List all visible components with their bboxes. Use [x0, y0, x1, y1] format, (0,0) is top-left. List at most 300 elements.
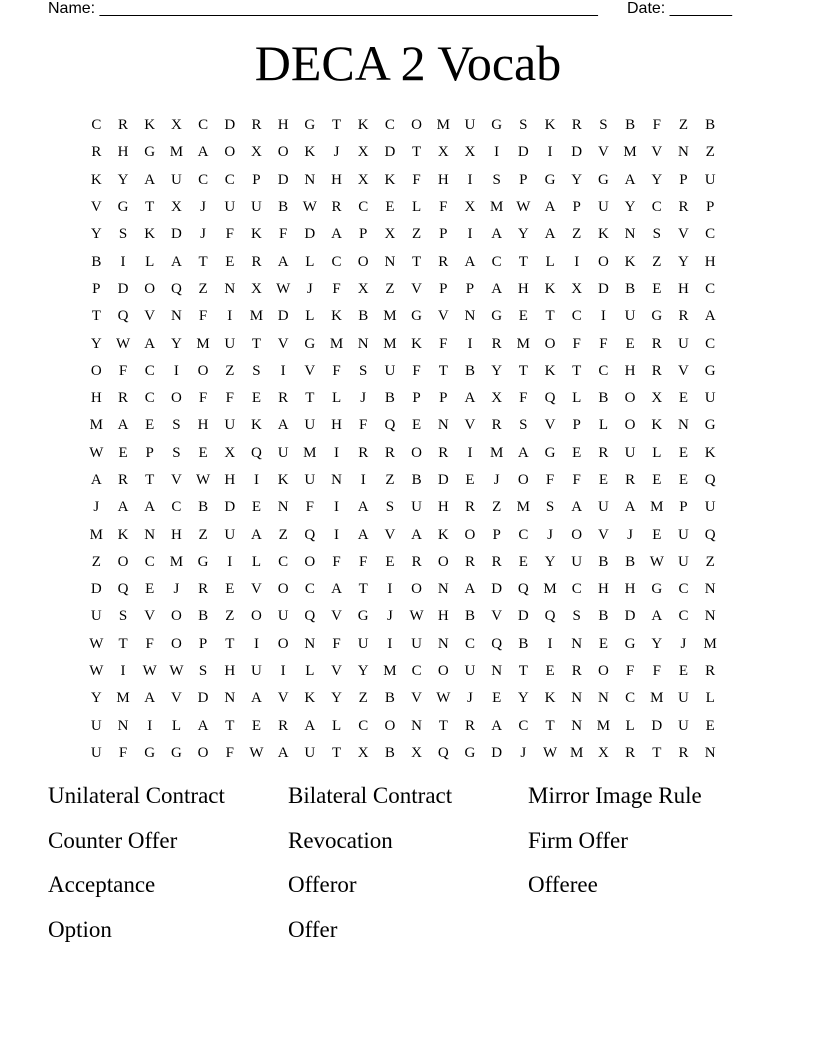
grid-letter: U	[678, 717, 689, 734]
grid-letter: G	[544, 444, 556, 461]
grid-letter: R	[438, 444, 449, 461]
grid-letter: L	[598, 417, 608, 434]
grid-letter: G	[357, 608, 369, 625]
grid-letter: D	[651, 717, 663, 734]
grid-letter: W	[196, 472, 211, 488]
grid-letter: U	[704, 171, 716, 188]
grid-letter: Q	[117, 308, 129, 325]
grid-letter: H	[437, 499, 449, 516]
grid-letter: A	[90, 472, 102, 488]
grid-letter: R	[571, 663, 582, 680]
grid-letter: X	[571, 280, 583, 297]
grid-letter: T	[572, 362, 582, 379]
grid-letter: F	[278, 226, 288, 243]
grid-letter: P	[92, 280, 101, 297]
grid-letter: B	[598, 390, 609, 407]
grid-letter: A	[331, 581, 342, 598]
grid-letter: G	[197, 553, 209, 570]
grid-letter: F	[359, 417, 368, 434]
grid-letter: U	[277, 608, 289, 625]
grid-letter: N	[170, 308, 182, 325]
grid-letter: M	[329, 335, 344, 352]
grid-letter: V	[144, 308, 156, 325]
grid-letter: R	[331, 199, 342, 216]
grid-letter: U	[464, 117, 476, 134]
grid-letter: R	[464, 499, 475, 516]
grid-letter: M	[89, 526, 104, 543]
grid-letter: U	[224, 335, 236, 352]
grid-letter: V	[544, 417, 556, 434]
grid-letter: W	[115, 335, 131, 352]
grid-letter: B	[384, 744, 395, 761]
grid-letter: M	[116, 690, 130, 707]
word-list-item: Bilateral Contract	[288, 783, 453, 808]
grid-letter: N	[571, 717, 583, 734]
grid-letter: X	[357, 144, 369, 161]
grid-letter: F	[625, 663, 635, 680]
grid-letter: V	[678, 362, 689, 379]
grid-letter: N	[597, 690, 609, 707]
grid-letter: K	[651, 417, 663, 434]
grid-letter: B	[625, 280, 636, 297]
grid-letter: O	[170, 390, 182, 407]
grid-letter: K	[544, 280, 556, 297]
grid-letter: A	[144, 690, 156, 707]
grid-letter: S	[652, 226, 661, 243]
grid-letter: T	[652, 744, 662, 761]
grid-letter: U	[678, 335, 689, 352]
grid-letter: F	[225, 226, 234, 243]
grid-letter: B	[411, 472, 422, 488]
grid-letter: T	[198, 253, 208, 270]
grid-letter: E	[251, 499, 262, 516]
grid-letter: P	[705, 199, 715, 216]
grid-letter: D	[597, 280, 609, 297]
grid-letter: Q	[251, 444, 262, 461]
word-list-item: Counter Offer	[48, 827, 178, 853]
grid-letter: K	[624, 253, 636, 270]
grid-letter: T	[412, 144, 422, 161]
grid-letter: O	[437, 553, 449, 570]
grid-letter: Z	[385, 472, 395, 488]
grid-letter: H	[224, 472, 236, 488]
grid-letter: F	[439, 199, 448, 216]
grid-letter: U	[411, 499, 423, 516]
grid-letter: Y	[624, 199, 636, 216]
grid-letter: S	[198, 663, 208, 680]
grid-letter: B	[91, 253, 102, 270]
grid-letter: Y	[117, 171, 129, 188]
grid-letter: X	[384, 226, 396, 243]
grid-letter: M	[516, 499, 531, 516]
grid-letter: V	[491, 608, 503, 625]
grid-letter: E	[572, 444, 582, 461]
grid-letter: V	[170, 472, 182, 488]
grid-letter: C	[678, 608, 689, 625]
grid-letter: G	[597, 171, 609, 188]
grid-letter: E	[652, 280, 662, 297]
grid-letter: X	[464, 199, 476, 216]
grid-letter: I	[467, 335, 473, 352]
grid-letter: A	[704, 308, 716, 325]
grid-letter: Z	[492, 499, 502, 516]
grid-letter: P	[145, 444, 154, 461]
grid-letter: E	[465, 472, 475, 488]
grid-letter: G	[704, 362, 716, 379]
grid-letter: R	[118, 390, 129, 407]
grid-letter: B	[198, 608, 209, 625]
grid-letter: P	[679, 499, 688, 516]
grid-letter: X	[357, 744, 369, 761]
grid-letter: Q	[544, 608, 556, 625]
grid-letter: I	[387, 581, 393, 598]
grid-letter: E	[412, 417, 422, 434]
grid-letter: A	[117, 417, 129, 434]
grid-letter: I	[387, 635, 393, 652]
grid-letter: R	[198, 581, 209, 598]
grid-letter: F	[652, 117, 661, 134]
grid-letter: A	[277, 253, 289, 270]
grid-letter: Z	[198, 526, 208, 543]
grid-letter: B	[358, 308, 369, 325]
grid-letter: E	[145, 581, 155, 598]
grid-letter: F	[599, 335, 608, 352]
grid-letter: T	[225, 717, 235, 734]
grid-letter: O	[197, 744, 209, 761]
grid-letter: U	[704, 390, 716, 407]
grid-letter: A	[651, 608, 663, 625]
grid-letter: U	[224, 417, 236, 434]
grid-letter: A	[117, 499, 129, 516]
grid-letter: F	[545, 472, 555, 488]
grid-letter: Y	[357, 663, 369, 680]
grid-letter: G	[411, 308, 423, 325]
grid-letter: G	[144, 144, 156, 161]
grid-letter: A	[491, 280, 503, 297]
grid-letter: S	[118, 608, 128, 625]
grid-letter: A	[251, 690, 262, 707]
grid-letter: M	[543, 581, 557, 598]
grid-letter: Y	[544, 553, 556, 570]
grid-letter: T	[331, 117, 342, 134]
grid-letter: O	[170, 635, 182, 652]
grid-letter: Z	[705, 553, 715, 570]
grid-letter: C	[518, 526, 529, 543]
grid-letter: M	[383, 308, 397, 325]
grid-letter: R	[571, 117, 582, 134]
grid-letter: H	[624, 581, 636, 598]
grid-letter: N	[304, 635, 316, 652]
grid-letter: O	[571, 526, 583, 543]
grid-letter: R	[251, 117, 262, 134]
word-list-item: Firm Offer	[528, 827, 628, 853]
grid-letter: R	[491, 553, 502, 570]
grid-letter: V	[251, 581, 262, 598]
grid-letter: T	[91, 308, 101, 325]
grid-letter: Y	[90, 226, 102, 243]
grid-letter: M	[249, 308, 264, 325]
grid-letter: P	[439, 390, 448, 407]
grid-letter: A	[144, 171, 156, 188]
grid-letter: V	[437, 308, 449, 325]
grid-letter: C	[278, 553, 289, 570]
grid-letter: L	[251, 553, 262, 570]
grid-letter: V	[90, 199, 102, 216]
grid-letter: C	[384, 117, 395, 134]
grid-letter: V	[277, 690, 289, 707]
grid-letter: X	[437, 144, 449, 161]
grid-letter: P	[679, 171, 688, 188]
grid-letter: E	[598, 635, 608, 652]
grid-letter: O	[517, 472, 529, 488]
grid-letter: U	[251, 199, 262, 216]
grid-letter: G	[651, 308, 663, 325]
grid-letter: E	[598, 472, 608, 488]
grid-letter: Z	[225, 362, 235, 379]
grid-letter: Y	[678, 253, 689, 270]
grid-letter: K	[304, 144, 316, 161]
grid-letter: J	[680, 635, 687, 652]
grid-letter: O	[597, 663, 609, 680]
grid-letter: Z	[198, 280, 208, 297]
grid-letter: X	[251, 280, 262, 297]
grid-letter: L	[652, 444, 662, 461]
grid-letter: U	[224, 526, 236, 543]
grid-letter: P	[465, 280, 475, 297]
grid-letter: H	[437, 171, 449, 188]
grid-letter: T	[545, 308, 555, 325]
grid-letter: U	[411, 635, 423, 652]
grid-letter: Y	[90, 690, 102, 707]
grid-letter: G	[704, 417, 716, 434]
grid-letter: S	[172, 444, 181, 461]
grid-letter: W	[436, 690, 451, 707]
grid-letter: I	[334, 499, 340, 516]
grid-letter: T	[438, 717, 448, 734]
grid-letter: P	[572, 417, 581, 434]
grid-letter: E	[678, 390, 689, 407]
grid-letter: L	[572, 390, 582, 407]
grid-letter: X	[170, 117, 182, 134]
grid-letter: K	[90, 171, 102, 188]
grid-letter: C	[464, 635, 475, 652]
grid-letter: F	[332, 553, 341, 570]
grid-letter: B	[464, 362, 475, 379]
word-list-item: Unilateral Contract	[48, 783, 225, 808]
grid-letter: H	[624, 362, 636, 379]
grid-letter: R	[384, 444, 395, 461]
grid-letter: B	[384, 690, 395, 707]
grid-letter: N	[437, 581, 449, 598]
grid-letter: H	[331, 171, 342, 188]
grid-letter: H	[90, 390, 102, 407]
grid-letter: N	[491, 663, 503, 680]
grid-letter: A	[277, 417, 289, 434]
grid-letter: E	[518, 553, 528, 570]
grid-letter: O	[357, 253, 369, 270]
grid-letter: M	[489, 199, 504, 216]
grid-letter: A	[491, 717, 503, 734]
grid-letter: F	[332, 635, 341, 652]
grid-letter: V	[277, 335, 289, 352]
grid-letter: A	[144, 335, 156, 352]
grid-letter: Q	[517, 581, 529, 598]
grid-letter: D	[277, 171, 289, 188]
grid-letter: B	[705, 117, 716, 134]
grid-letter: G	[117, 199, 129, 216]
grid-letter: V	[597, 144, 609, 161]
grid-letter: L	[331, 390, 342, 407]
grid-letter: D	[517, 144, 529, 161]
grid-letter: K	[277, 472, 289, 488]
grid-letter: Z	[385, 280, 395, 297]
grid-letter: O	[170, 608, 182, 625]
grid-letter: F	[118, 362, 128, 379]
grid-letter: M	[570, 744, 584, 761]
grid-letter: S	[172, 417, 181, 434]
grid-letter: N	[678, 417, 689, 434]
grid-letter: Z	[572, 226, 582, 243]
grid-letter: U	[90, 717, 102, 734]
grid-letter: W	[169, 663, 184, 680]
grid-letter: E	[225, 253, 235, 270]
grid-letter: T	[518, 253, 528, 270]
grid-letter: K	[544, 362, 556, 379]
grid-letter: O	[277, 635, 289, 652]
grid-letter: S	[545, 499, 555, 516]
grid-letter: D	[437, 472, 449, 488]
grid-letter: W	[249, 744, 264, 761]
grid-letter: C	[705, 226, 716, 243]
grid-letter: H	[704, 253, 716, 270]
grid-letter: U	[571, 553, 583, 570]
grid-letter: M	[596, 717, 611, 734]
grid-letter: O	[464, 526, 476, 543]
grid-letter: I	[467, 171, 473, 188]
grid-letter: C	[358, 717, 369, 734]
grid-letter: J	[627, 526, 634, 543]
grid-letter: O	[411, 581, 423, 598]
grid-letter: A	[464, 253, 476, 270]
grid-letter: K	[411, 335, 423, 352]
grid-letter: Q	[704, 472, 716, 488]
grid-letter: K	[357, 117, 369, 134]
grid-letter: H	[331, 417, 342, 434]
grid-letter: J	[306, 280, 313, 297]
grid-letter: D	[224, 117, 236, 134]
grid-letter: C	[705, 280, 716, 297]
grid-letter: W	[89, 663, 104, 680]
grid-letter: A	[357, 499, 369, 516]
grid-letter: V	[411, 280, 423, 297]
grid-letter: H	[277, 117, 289, 134]
grid-letter: C	[358, 199, 369, 216]
grid-letter: A	[544, 226, 556, 243]
grid-letter: X	[357, 171, 369, 188]
grid-letter: X	[251, 144, 262, 161]
grid-letter: A	[464, 581, 476, 598]
grid-letter: Q	[117, 581, 129, 598]
grid-letter: P	[359, 226, 368, 243]
grid-letter: F	[118, 744, 128, 761]
grid-letter: O	[411, 117, 423, 134]
grid-letter: U	[384, 362, 396, 379]
grid-letter: I	[227, 553, 233, 570]
grid-letter: N	[384, 253, 396, 270]
grid-letter: R	[118, 472, 129, 488]
grid-letter: A	[251, 526, 262, 543]
grid-letter: S	[385, 499, 395, 516]
grid-letter: C	[678, 581, 689, 598]
grid-letter: W	[89, 635, 104, 652]
grid-letter: D	[304, 226, 316, 243]
grid-letter: G	[170, 744, 182, 761]
word-list	[48, 776, 768, 954]
grid-letter: M	[623, 144, 637, 161]
grid-letter: S	[359, 362, 368, 379]
grid-letter: O	[224, 144, 236, 161]
grid-letter: R	[438, 253, 449, 270]
grid-letter: Y	[571, 171, 583, 188]
grid-letter: T	[358, 581, 368, 598]
grid-letter: E	[118, 444, 128, 461]
grid-letter: P	[439, 226, 448, 243]
grid-letter: F	[145, 635, 154, 652]
grid-letter: D	[224, 499, 236, 516]
grid-letter: K	[544, 117, 556, 134]
grid-letter: P	[198, 635, 208, 652]
grid-letter: O	[117, 553, 129, 570]
grid-letter: R	[464, 553, 475, 570]
grid-letter: G	[651, 581, 663, 598]
grid-letter: R	[491, 335, 502, 352]
grid-letter: U	[251, 663, 262, 680]
grid-letter: L	[412, 199, 422, 216]
grid-letter: B	[598, 608, 609, 625]
page-title: DECA 2 Vocab	[254, 35, 562, 91]
grid-letter: C	[518, 717, 529, 734]
grid-letter: V	[411, 690, 423, 707]
grid-letter: X	[224, 444, 236, 461]
grid-letter: N	[224, 280, 236, 297]
grid-letter: S	[572, 608, 581, 625]
grid-letter: C	[571, 308, 582, 325]
grid-letter: J	[493, 472, 500, 488]
grid-letter: M	[169, 553, 184, 570]
grid-letter: Q	[304, 526, 316, 543]
grid-letter: G	[544, 171, 556, 188]
name-field-label: Name: ________________________________________________________	[48, 0, 598, 17]
grid-letter: M	[516, 335, 531, 352]
grid-letter: O	[544, 335, 556, 352]
grid-letter: H	[678, 280, 689, 297]
grid-letter: R	[625, 744, 636, 761]
grid-letter: N	[704, 581, 716, 598]
grid-letter: I	[547, 144, 553, 161]
grid-letter: A	[197, 717, 209, 734]
grid-letter: I	[574, 253, 580, 270]
grid-letter: O	[251, 608, 262, 625]
grid-letter: A	[170, 253, 182, 270]
grid-letter: R	[491, 417, 502, 434]
grid-letter: C	[224, 171, 235, 188]
grid-letter: N	[304, 171, 316, 188]
grid-letter: N	[464, 308, 476, 325]
grid-letter: T	[438, 362, 448, 379]
grid-letter: E	[518, 308, 528, 325]
grid-letter: N	[117, 717, 129, 734]
grid-letter: P	[412, 390, 421, 407]
